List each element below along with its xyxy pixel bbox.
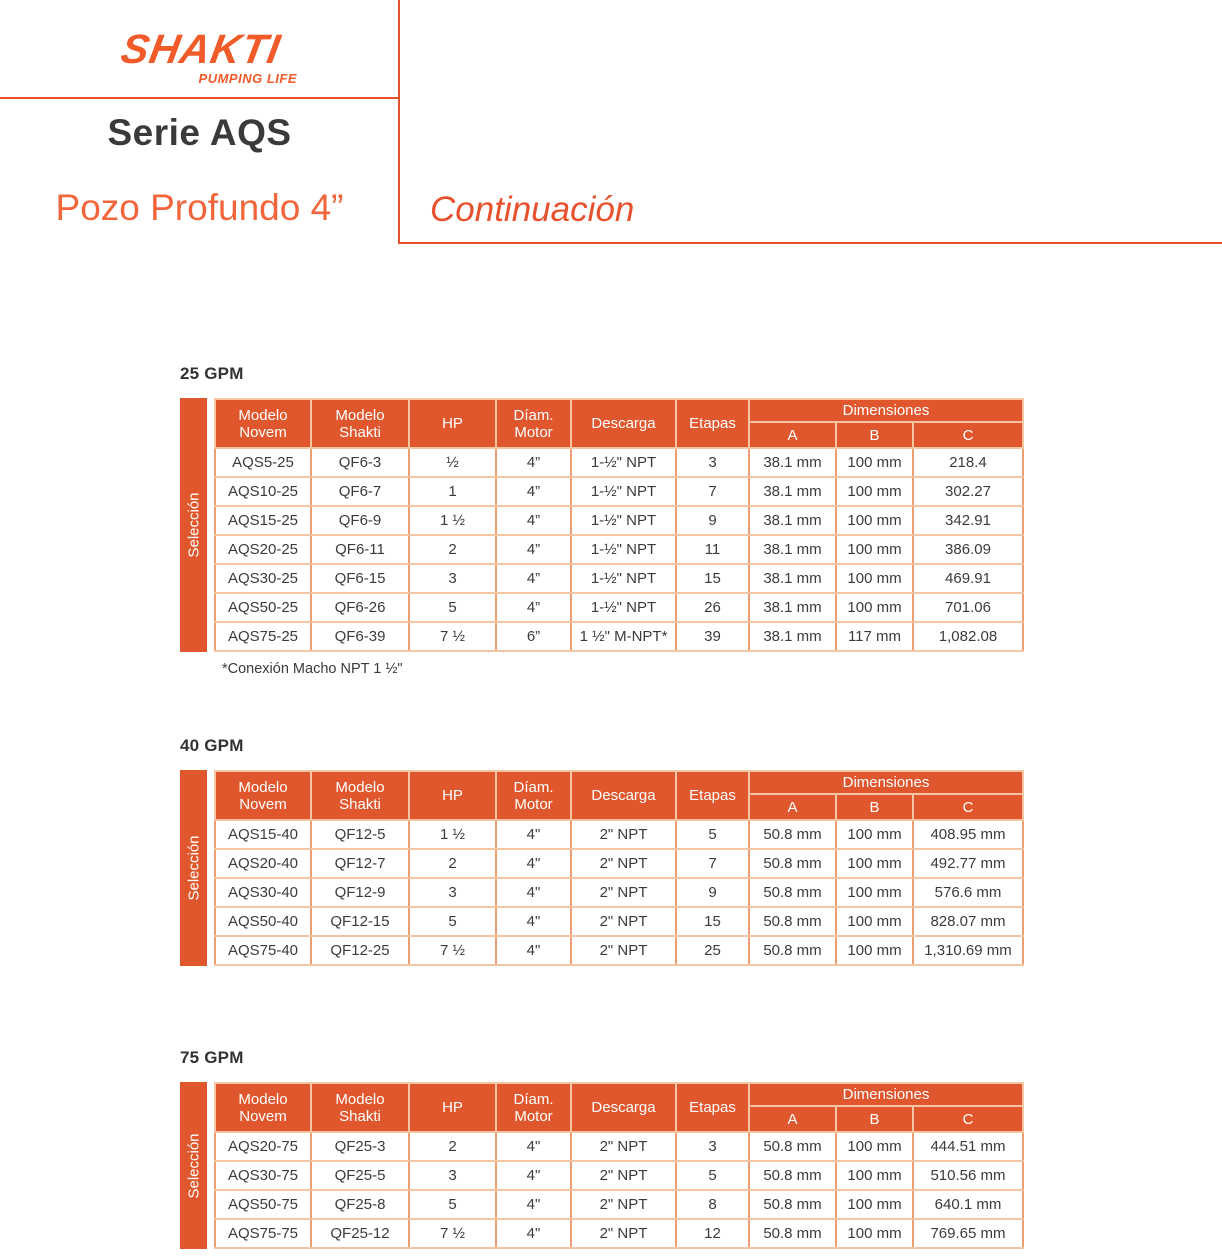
table-cell: 50.8 mm [749,936,836,965]
table-cell: 15 [676,564,749,593]
shakti-logo [103,28,299,86]
table-cell: 38.1 mm [749,593,836,622]
section-40gpm [180,737,1025,966]
table-cell: QF25-12 [311,1219,409,1248]
table-cell: 769.65 mm [913,1219,1023,1248]
table-cell: 100 mm [836,1161,913,1190]
table-label: 75 GPM [180,1048,244,1067]
table-cell: QF6-3 [311,448,409,477]
table-cell: 9 [676,878,749,907]
table-cell: 100 mm [836,564,913,593]
page-title: Serie AQS [107,112,292,153]
column-header-diam-motor: Díam. Motor [496,771,571,820]
table-row [215,622,1023,651]
table-cell: 100 mm [836,849,913,878]
section-25gpm [180,365,1025,677]
selection-sidebar [180,1082,207,1249]
table-wrap [180,1082,1025,1249]
table-cell: 50.8 mm [749,878,836,907]
table-cell: 8 [676,1190,749,1219]
table-row [215,820,1023,849]
table-cell: AQS15-25 [215,506,311,535]
table-cell: 218.4 [913,448,1023,477]
table-cell: 2 [409,535,496,564]
table-cell: 469.91 [913,564,1023,593]
column-header-dimensiones: Dimensiones [749,399,1023,422]
table-cell: QF25-8 [311,1190,409,1219]
table-cell: 4” [496,593,571,622]
table-cell: 5 [676,1161,749,1190]
table-cell: 2" NPT [571,1132,676,1161]
table-cell: 7 ½ [409,622,496,651]
table-cell: 100 mm [836,820,913,849]
table-cell: AQS75-25 [215,622,311,651]
table-cell: 1-½" NPT [571,593,676,622]
table-cell: QF12-25 [311,936,409,965]
table-cell: 3 [676,1132,749,1161]
column-header-hp: HP [409,1083,496,1132]
table-cell: 4" [496,1190,571,1219]
table-cell: 1-½" NPT [571,506,676,535]
table-cell: 1 ½ [409,820,496,849]
table-cell: 640.1 mm [913,1190,1023,1219]
table-cell: 4" [496,878,571,907]
table-cell: 100 mm [836,936,913,965]
column-header-dim-c: C [913,422,1023,448]
table-cell: 386.09 [913,535,1023,564]
column-header-dim-b: B [836,422,913,448]
table-cell: 50.8 mm [749,907,836,936]
table-cell: 7 ½ [409,936,496,965]
selection-sidebar-label: Selección [185,492,202,558]
table-cell: 6” [496,622,571,651]
table-cell: 38.1 mm [749,564,836,593]
table-cell: AQS5-25 [215,448,311,477]
table-cell: 510.56 mm [913,1161,1023,1190]
column-header-dimensiones: Dimensiones [749,1083,1023,1106]
table-cell: 2" NPT [571,936,676,965]
column-header-dim-b: B [836,1106,913,1132]
table-cell: 492.77 mm [913,849,1023,878]
table-cell: AQS50-75 [215,1190,311,1219]
table-cell: QF25-3 [311,1132,409,1161]
table-cell: 100 mm [836,593,913,622]
pump-table [214,770,1024,966]
table-cell: 4” [496,477,571,506]
table-cell: 1,082.08 [913,622,1023,651]
table-cell: 26 [676,593,749,622]
table-cell: 11 [676,535,749,564]
table-cell: 38.1 mm [749,622,836,651]
table-cell: 576.6 mm [913,878,1023,907]
table-cell: 9 [676,506,749,535]
table-wrap [180,398,1025,652]
table-body [215,820,1023,965]
logo-wordmark: SHAKTI [117,26,285,72]
column-header-modelo-novem: Modelo Novem [215,1083,311,1132]
table-cell: 50.8 mm [749,1219,836,1248]
table-cell: 7 ½ [409,1219,496,1248]
table-cell: AQS50-25 [215,593,311,622]
table-cell: AQS50-40 [215,907,311,936]
table-cell: 1 [409,477,496,506]
table-cell: 7 [676,477,749,506]
table-row [215,535,1023,564]
table-cell: 5 [409,1190,496,1219]
column-header-dim-c: C [913,1106,1023,1132]
table-cell: AQS30-25 [215,564,311,593]
table-cell: 3 [409,878,496,907]
table-cell: 50.8 mm [749,849,836,878]
logo-tagline: PUMPING LIFE [198,71,297,86]
continuation-label: Continuación [430,190,635,229]
column-header-descarga: Descarga [571,1083,676,1132]
table-body [215,448,1023,651]
column-header-dim-a: A [749,422,836,448]
table-cell: 302.27 [913,477,1023,506]
table-cell: AQS30-75 [215,1161,311,1190]
table-cell: 38.1 mm [749,477,836,506]
table-cell: AQS75-75 [215,1219,311,1248]
table-cell: 4" [496,1161,571,1190]
table-cell: 100 mm [836,477,913,506]
table-cell: 50.8 mm [749,1190,836,1219]
table-cell: 1-½" NPT [571,564,676,593]
table-body [215,1132,1023,1248]
table-cell: 2" NPT [571,849,676,878]
table-cell: 1-½" NPT [571,448,676,477]
pump-table [214,1082,1024,1249]
column-header-hp: HP [409,399,496,448]
table-cell: 408.95 mm [913,820,1023,849]
table-cell: AQS20-75 [215,1132,311,1161]
table-cell: 828.07 mm [913,907,1023,936]
table-cell: 4” [496,506,571,535]
table-cell: AQS20-40 [215,849,311,878]
table-cell: 4" [496,907,571,936]
table-row [215,936,1023,965]
table-label: 25 GPM [180,364,244,383]
table-cell: 342.91 [913,506,1023,535]
column-header-dim-c: C [913,794,1023,820]
table-cell: 1-½" NPT [571,535,676,564]
column-header-diam-motor: Díam. Motor [496,399,571,448]
table-cell: 4” [496,535,571,564]
table-cell: 1-½" NPT [571,477,676,506]
table-cell: 2" NPT [571,907,676,936]
table-cell: 38.1 mm [749,506,836,535]
column-header-dim-b: B [836,794,913,820]
table-cell: 1,310.69 mm [913,936,1023,965]
column-header-descarga: Descarga [571,399,676,448]
column-header-etapas: Etapas [676,771,749,820]
table-cell: 2" NPT [571,1190,676,1219]
table-row [215,849,1023,878]
table-cell: QF6-7 [311,477,409,506]
table-label: 40 GPM [180,736,244,755]
table-row [215,564,1023,593]
column-header-diam-motor: Díam. Motor [496,1083,571,1132]
column-header-modelo-shakti: Modelo Shakti [311,1083,409,1132]
table-cell: 4" [496,1132,571,1161]
selection-sidebar-label: Selección [185,1132,202,1199]
column-header-dimensiones: Dimensiones [749,771,1023,794]
pump-table [214,398,1024,652]
column-header-modelo-shakti: Modelo Shakti [311,399,409,448]
table-cell: 25 [676,936,749,965]
table-cell: QF6-11 [311,535,409,564]
table-cell: 3 [409,564,496,593]
table-row [215,907,1023,936]
table-cell: 12 [676,1219,749,1248]
table-row [215,1219,1023,1248]
table-cell: 50.8 mm [749,1132,836,1161]
table-footnote: *Conexión Macho NPT 1 ½" [222,661,403,677]
table-row [215,1132,1023,1161]
selection-sidebar-label: Selección [185,835,202,901]
table-row [215,506,1023,535]
table-cell: AQS75-40 [215,936,311,965]
table-cell: AQS30-40 [215,878,311,907]
table-cell: 3 [676,448,749,477]
column-header-descarga: Descarga [571,771,676,820]
table-cell: 444.51 mm [913,1132,1023,1161]
table-cell: 1 ½" M-NPT* [571,622,676,651]
table-cell: 50.8 mm [749,820,836,849]
table-cell: 50.8 mm [749,1161,836,1190]
table-cell: 5 [409,907,496,936]
table-cell: QF12-9 [311,878,409,907]
table-cell: 38.1 mm [749,448,836,477]
table-cell: 39 [676,622,749,651]
table-cell: 4” [496,564,571,593]
table-wrap [180,770,1025,966]
table-cell: 4" [496,1219,571,1248]
table-cell: 100 mm [836,907,913,936]
table-cell: 38.1 mm [749,535,836,564]
column-header-dim-a: A [749,1106,836,1132]
table-cell: 2" NPT [571,878,676,907]
table-cell: 1 ½ [409,506,496,535]
table-cell: 7 [676,849,749,878]
table-cell: 2 [409,1132,496,1161]
column-header-modelo-novem: Modelo Novem [215,399,311,448]
table-row [215,593,1023,622]
table-cell: QF6-26 [311,593,409,622]
page-subtitle: Pozo Profundo 4” [55,187,344,228]
table-cell: 4" [496,936,571,965]
table-cell: QF6-15 [311,564,409,593]
table-cell: 2" NPT [571,820,676,849]
table-cell: 5 [409,593,496,622]
table-cell: QF12-15 [311,907,409,936]
header-divider-right [398,242,1222,244]
selection-sidebar [180,398,207,652]
table-cell: 2" NPT [571,1161,676,1190]
table-cell: 4” [496,448,571,477]
table-cell: 4" [496,849,571,878]
section-75gpm [180,1049,1025,1249]
column-header-etapas: Etapas [676,1083,749,1132]
table-cell: 701.06 [913,593,1023,622]
table-row [215,1161,1023,1190]
table-cell: QF6-9 [311,506,409,535]
table-row [215,878,1023,907]
header-divider-left [0,97,400,99]
column-header-etapas: Etapas [676,399,749,448]
table-cell: QF12-7 [311,849,409,878]
table-cell: QF6-39 [311,622,409,651]
table-cell: 100 mm [836,506,913,535]
table-row [215,477,1023,506]
table-cell: QF12-5 [311,820,409,849]
table-cell: 100 mm [836,878,913,907]
table-cell: 117 mm [836,622,913,651]
table-cell: 2 [409,849,496,878]
column-header-modelo-novem: Modelo Novem [215,771,311,820]
table-cell: AQS15-40 [215,820,311,849]
table-cell: 100 mm [836,535,913,564]
table-cell: 100 mm [836,448,913,477]
column-header-modelo-shakti: Modelo Shakti [311,771,409,820]
table-cell: 100 mm [836,1190,913,1219]
table-cell: 100 mm [836,1219,913,1248]
table-cell: 5 [676,820,749,849]
table-cell: AQS10-25 [215,477,311,506]
table-row [215,448,1023,477]
column-header-dim-a: A [749,794,836,820]
column-header-hp: HP [409,771,496,820]
selection-sidebar [180,770,207,966]
table-cell: QF25-5 [311,1161,409,1190]
table-cell: ½ [409,448,496,477]
table-cell: 3 [409,1161,496,1190]
table-cell: 2" NPT [571,1219,676,1248]
table-cell: 15 [676,907,749,936]
table-cell: 100 mm [836,1132,913,1161]
table-cell: 4" [496,820,571,849]
table-cell: AQS20-25 [215,535,311,564]
table-row [215,1190,1023,1219]
